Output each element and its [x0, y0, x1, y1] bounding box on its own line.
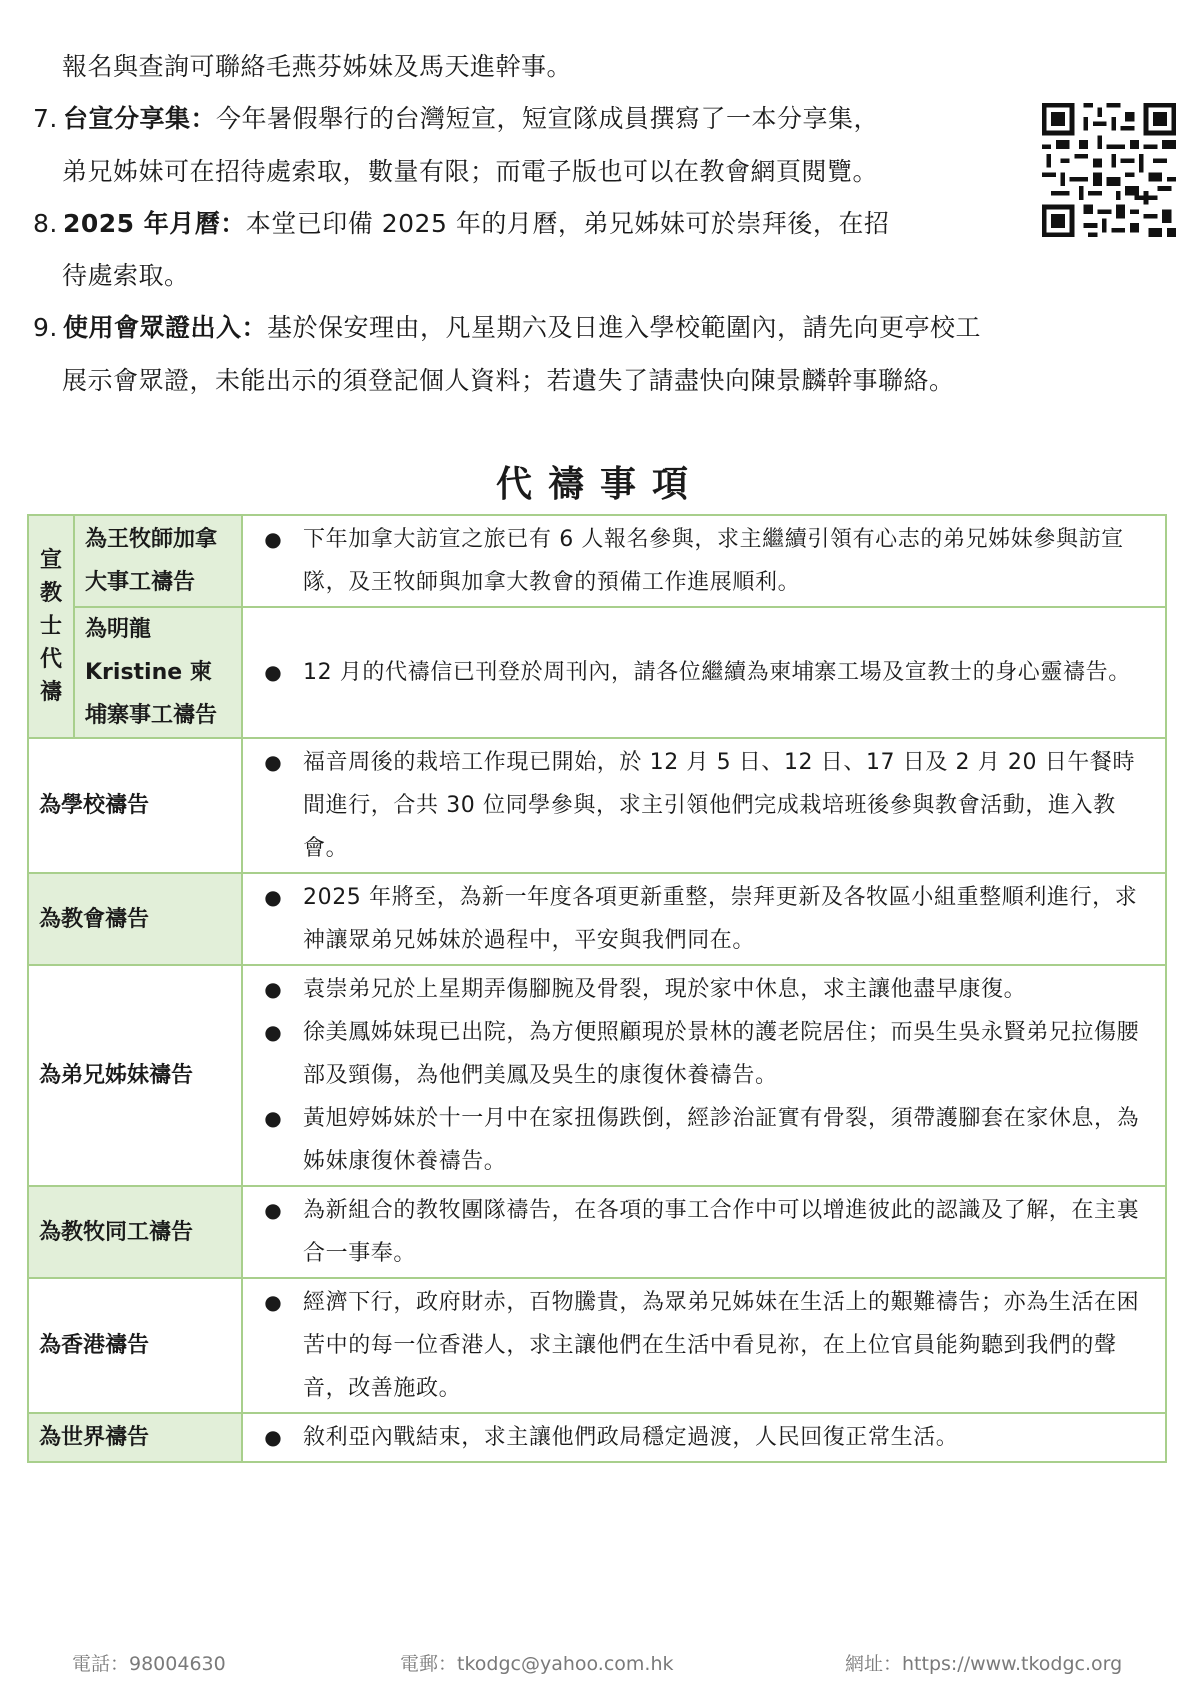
table-row: [28, 965, 1166, 1186]
notice-item-8-line2: 待處索取。: [62, 261, 190, 290]
row-category: 為世界禱告: [28, 1413, 242, 1462]
notice-text: 本堂已印備 2025 年的月曆，弟兄姊妹可於崇拜後，在招: [245, 209, 890, 238]
row-category: 為學校禱告: [28, 738, 242, 873]
notice-number: 8.: [33, 209, 58, 238]
bullet-icon: ●: [264, 1290, 282, 1314]
row-category: 為教會禱告: [28, 873, 242, 965]
notice-title: 使用會眾證出入：: [63, 313, 268, 342]
list-item: ● 敘利亞內戰結束，求主讓他們政局穩定過渡，人民回復正常生活。: [243, 1416, 1157, 1459]
row-content: [242, 873, 1166, 965]
bullet-icon: ●: [264, 660, 282, 684]
table-row: [28, 1413, 1166, 1462]
row-content: [242, 1413, 1166, 1462]
row-category: 為教牧同工禱告: [28, 1186, 242, 1278]
table-row: [28, 607, 1166, 738]
bullet-icon: ●: [264, 750, 282, 774]
qr-code-icon[interactable]: [1042, 103, 1176, 237]
bullet-icon: ●: [264, 1198, 282, 1222]
bullet-icon: ●: [264, 977, 282, 1001]
row-category: 為香港禱告: [28, 1278, 242, 1413]
prayer-table: [27, 514, 1167, 1463]
notice-item-9: [33, 313, 981, 343]
row-content: [242, 1186, 1166, 1278]
list-item: ● 下年加拿大訪宣之旅已有 6 人報名參與，求主繼續引領有心志的弟兄姊妹參與訪宣隊，及王牧師與加拿大教會的預備工作進展順利。: [243, 518, 1157, 604]
row-category: 為明龍 Kristine 柬埔寨事工禱告: [74, 607, 242, 738]
row-content: [242, 965, 1166, 1186]
list-item: ● 徐美鳳姊妹現已出院，為方便照顧現於景林的護老院居住；而吳生吳永賢弟兄拉傷腰部及頸傷，為他們美鳳及吳生的康復休養禱告。: [243, 1011, 1157, 1097]
list-item: ● 12 月的代禱信已刊登於周刊內，請各位繼續為柬埔寨工場及宣教士的身心靈禱告。: [243, 651, 1157, 694]
table-row: [28, 873, 1166, 965]
row-content: [242, 515, 1166, 607]
missionary-category: 宣 教 士 代 禱: [28, 515, 74, 738]
notice-item-9-line2: 展示會眾證，未能出示的須登記個人資料；若遺失了請盡快向陳景麟幹事聯絡。: [62, 366, 955, 395]
footer-phone: 電話：98004630: [72, 1653, 226, 1675]
list-item: ● 經濟下行，政府財赤，百物騰貴，為眾弟兄姊妹在生活上的艱難禱告；亦為生活在困苦中的每一位香港人，求主讓他們在生活中看見祢，在上位官員能夠聽到我們的聲音，改善施政。: [243, 1281, 1157, 1410]
list-item: ● 袁崇弟兄於上星期弄傷腳腕及骨裂，現於家中休息，求主讓他盡早康復。: [243, 968, 1157, 1011]
bullet-icon: ●: [264, 527, 282, 551]
notice-text: 基於保安理由，凡星期六及日進入學校範圍內，請先向更亭校工: [267, 313, 982, 342]
bullet-icon: ●: [264, 1425, 282, 1449]
bullet-icon: ●: [264, 885, 282, 909]
notice-item-7-line2: 弟兄姊妹可在招待處索取，數量有限；而電子版也可以在教會網頁閱覽。: [62, 157, 879, 186]
row-category: 為王牧師加拿大事工禱告: [74, 515, 242, 607]
notice-number: 9.: [33, 313, 58, 342]
row-content: [242, 738, 1166, 873]
notice-continuation: 報名與查詢可聯絡毛燕芬姊妹及馬天進幹事。: [62, 52, 573, 81]
bullet-icon: ●: [264, 1020, 282, 1044]
row-content: [242, 1278, 1166, 1413]
bullet-icon: ●: [264, 1106, 282, 1130]
section-title: 代禱事項: [495, 464, 704, 505]
notice-number: 7.: [33, 104, 58, 133]
table-row: [28, 1186, 1166, 1278]
footer-email[interactable]: 電郵：tkodgc@yahoo.com.hk: [400, 1653, 674, 1675]
table-row: [28, 1278, 1166, 1413]
list-item: ● 為新組合的教牧團隊禱告，在各項的事工合作中可以增進彼此的認識及了解，在主裏合一事奉。: [243, 1189, 1157, 1275]
table-row: [28, 738, 1166, 873]
notice-title: 台宣分享集：: [63, 104, 217, 133]
notice-item-7: [33, 104, 879, 134]
footer-website[interactable]: 網址：https://www.tkodgc.org: [845, 1653, 1123, 1675]
notice-title: 2025 年月曆：: [63, 209, 246, 238]
list-item: ● 黃旭婷姊妹於十一月中在家扭傷跌倒，經診治証實有骨裂，須帶護腳套在家休息，為姊妹康復休養禱告。: [243, 1097, 1157, 1183]
row-content: [242, 607, 1166, 738]
row-category: 為弟兄姊妹禱告: [28, 965, 242, 1186]
list-item: ● 福音周後的栽培工作現已開始，於 12 月 5 日、12 日、17 日及 2 月 20 日午餐時間進行，合共 30 位同學參與，求主引領他們完成栽培班後參與教會活動，進入教會。: [243, 741, 1157, 870]
table-row: [28, 515, 1166, 607]
notice-text: 今年暑假舉行的台灣短宣，短宣隊成員撰寫了一本分享集，: [216, 104, 880, 133]
list-item: ● 2025 年將至，為新一年度各項更新重整，崇拜更新及各牧區小組重整順利進行，求神讓眾弟兄姊妹於過程中，平安與我們同在。: [243, 876, 1157, 962]
notice-item-8: [33, 209, 889, 239]
